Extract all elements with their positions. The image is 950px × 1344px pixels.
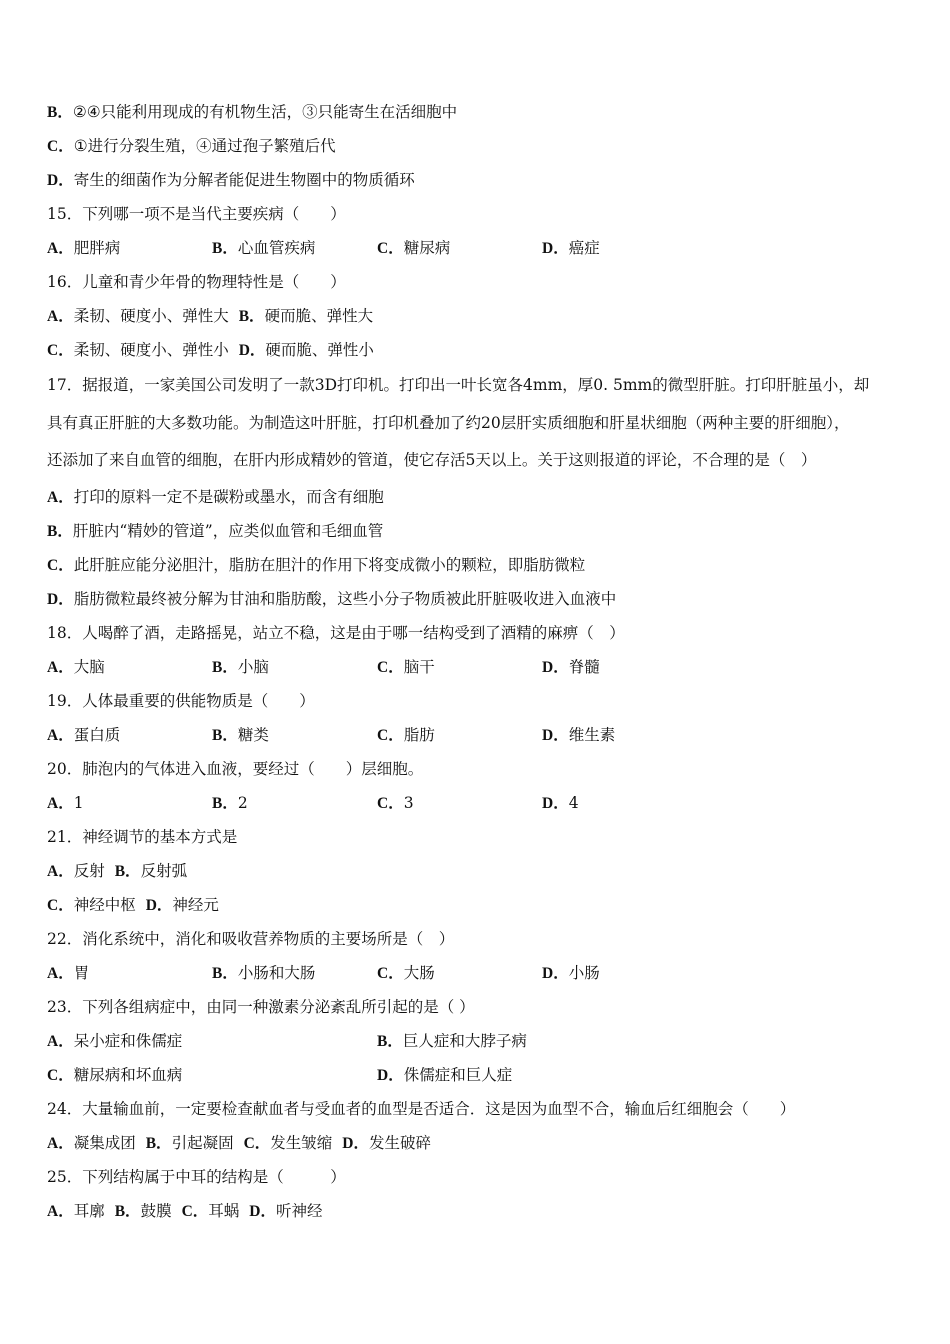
answer-option: [212, 956, 377, 990]
option-label: D．: [47, 172, 74, 189]
answer-option: [377, 718, 542, 752]
option-label: D．: [342, 1134, 369, 1152]
option-text: 糖类: [237, 725, 269, 744]
option-label: B．: [145, 1134, 172, 1152]
option-label: B．: [212, 240, 238, 257]
option-label: A．: [47, 1202, 74, 1220]
option-text: 耳廓: [73, 1201, 105, 1220]
question-text: 24．大量输血前，一定要检查献血者与受血者的血型是否适合．这是因为血型不合，输血后红细胞会（ ）: [47, 1099, 796, 1118]
option-label: A．: [47, 964, 74, 982]
answer-options: [47, 129, 917, 163]
option-label: B．: [47, 522, 73, 540]
option-text: 巨人症和大脖子病: [402, 1031, 527, 1050]
option-label: C．: [47, 556, 74, 574]
answer-options: [47, 480, 917, 514]
option-text: 2: [237, 793, 248, 812]
option-label: B．: [377, 1032, 403, 1050]
answer-options: [47, 786, 917, 820]
answer-options: [47, 718, 917, 752]
option-text: 引起凝固: [171, 1133, 234, 1152]
question-text: 18．人喝醉了酒，走路摇晃，站立不稳，这是由于哪一结构受到了酒精的麻痹（ ）: [47, 623, 625, 642]
option-text: 耳蜗: [208, 1201, 240, 1220]
option-text: 蛋白质: [73, 725, 121, 744]
question-text: 15．下列哪一项不是当代主要疾病（ ）: [47, 205, 346, 223]
option-text: 4: [568, 793, 579, 812]
answer-options: [47, 163, 917, 197]
option-label: A．: [47, 658, 74, 676]
option-text: 硬而脆、弹性小: [265, 341, 374, 359]
answer-option: [47, 650, 212, 684]
option-text: 小脑: [237, 657, 269, 676]
option-text: 反射弧: [140, 861, 188, 880]
answer-options: [47, 231, 917, 265]
option-label: C．: [47, 896, 74, 914]
option-label: B．: [114, 862, 141, 880]
question-text: 16．儿童和青少年骨的物理特性是（ ）: [47, 273, 346, 291]
option-label: B．: [47, 104, 73, 121]
answer-option: [47, 854, 105, 888]
option-text: 脊髓: [568, 657, 600, 676]
option-text: 胃: [73, 963, 90, 982]
answer-option: [47, 129, 336, 163]
question-text: 20．肺泡内的气体进入血液，要经过（ ）层细胞。: [47, 759, 424, 778]
answer-option: [244, 1126, 333, 1160]
option-text: 呆小症和侏儒症: [73, 1031, 183, 1050]
question-text: 21．神经调节的基本方式是: [47, 827, 238, 846]
option-label: C．: [377, 794, 404, 812]
answer-options: [47, 582, 917, 616]
answer-option: [115, 1194, 172, 1228]
answer-option: [47, 548, 585, 582]
answer-option: [542, 786, 707, 820]
option-label: B．: [212, 658, 238, 676]
option-text: 发生破碎: [369, 1133, 432, 1152]
answer-option: [47, 333, 229, 367]
option-text: 肥胖病: [73, 239, 121, 257]
answer-option: [239, 299, 373, 333]
option-label: A．: [47, 1134, 74, 1152]
answer-option: [47, 786, 212, 820]
option-text: 柔韧、硬度小、弹性小: [73, 341, 229, 359]
option-label: C．: [181, 1202, 209, 1220]
option-label: C．: [47, 138, 74, 155]
answer-options: [47, 650, 917, 684]
answer-option: [212, 718, 377, 752]
option-label: D．: [377, 1066, 404, 1084]
option-text: 神经元: [172, 895, 219, 914]
option-text: 大脑: [73, 657, 105, 676]
option-text: 听神经: [276, 1201, 323, 1220]
option-label: D．: [145, 896, 173, 914]
option-text: ①进行分裂生殖，④通过孢子繁殖后代: [73, 137, 336, 155]
answer-options: [47, 1058, 917, 1092]
answer-options: [47, 514, 917, 548]
option-label: C．: [47, 342, 74, 359]
question-text: 还添加了来自血管的细胞，在肝内形成精妙的管道，使它存活5天以上。关于这则报道的评论，不合理的是（ ）: [47, 451, 817, 469]
option-text: 大肠: [403, 963, 435, 982]
answer-option: [212, 650, 377, 684]
option-label: A．: [47, 488, 74, 506]
question-text: 19．人体最重要的供能物质是（ ）: [47, 691, 315, 710]
answer-option: [47, 1058, 377, 1092]
option-label: D．: [47, 590, 74, 608]
answer-option: [377, 786, 542, 820]
answer-options: [47, 888, 917, 922]
option-text: 3: [403, 793, 414, 812]
answer-option: [542, 718, 707, 752]
answer-option: [146, 888, 219, 922]
answer-option: [47, 514, 383, 548]
option-label: B．: [114, 1202, 141, 1220]
answer-options: [47, 956, 917, 990]
answer-option: [182, 1194, 240, 1228]
answer-option: [47, 163, 415, 197]
option-text: 鼓膜: [140, 1201, 172, 1220]
answer-option: [542, 231, 707, 265]
option-text: 脂肪微粒最终被分解为甘油和脂肪酸，这些小分子物质被此肝脏吸收进入血液中: [73, 589, 617, 608]
answer-option: [542, 956, 707, 990]
option-label: D．: [238, 342, 266, 359]
option-text: 糖尿病: [403, 239, 451, 257]
answer-options: [47, 299, 917, 333]
option-text: 柔韧、硬度小、弹性大: [73, 307, 229, 325]
question-text: 具有真正肝脏的大多数功能。为制造这叶肝脏，打印机叠加了约20层肝实质细胞和肝星状细胞（两种主要的肝细胞），: [47, 413, 850, 432]
option-text: 此肝脏应能分泌胆汁，脂肪在胆汁的作用下将变成微小的颗粒，即脂肪微粒: [73, 555, 586, 574]
option-text: 小肠: [568, 963, 600, 982]
answer-option: [47, 1024, 377, 1058]
answer-options: [47, 1194, 917, 1228]
option-text: 肝脏内“精妙的管道”，应类似血管和毛细血管: [72, 521, 384, 540]
answer-options: [47, 1126, 917, 1160]
option-label: D．: [542, 964, 569, 982]
option-text: 神经中枢: [73, 895, 136, 914]
option-label: A．: [47, 794, 74, 812]
option-label: D．: [542, 240, 569, 257]
option-text: 维生素: [568, 725, 616, 744]
answer-option: [47, 888, 136, 922]
answer-option: [47, 718, 212, 752]
answer-option: [146, 1126, 234, 1160]
option-label: C．: [377, 658, 404, 676]
option-text: ②④只能利用现成的有机物生活，③只能寄生在活细胞中: [72, 103, 458, 121]
option-label: D．: [542, 726, 569, 744]
option-label: A．: [47, 1032, 74, 1050]
question-text: 22．消化系统中，消化和吸收营养物质的主要场所是（ ）: [47, 929, 455, 948]
answer-options: [47, 333, 917, 367]
option-text: 发生皱缩: [270, 1133, 333, 1152]
answer-option: [47, 299, 229, 333]
answer-option: [249, 1194, 322, 1228]
question-text: 23．下列各组病症中，由同一种激素分泌紊乱所引起的是（ ）: [47, 997, 475, 1016]
answer-options: [47, 548, 917, 582]
option-label: A．: [47, 308, 74, 325]
answer-option: [47, 95, 457, 129]
answer-option: [47, 1194, 105, 1228]
option-text: 1: [73, 793, 84, 812]
option-text: 小肠和大肠: [237, 963, 316, 982]
answer-option: [239, 333, 374, 367]
option-label: C．: [377, 964, 404, 982]
answer-option: [47, 582, 616, 616]
option-label: B．: [238, 308, 265, 325]
option-text: 打印的原料一定不是碳粉或墨水，而含有细胞: [73, 487, 384, 506]
option-text: 凝集成团: [73, 1133, 136, 1152]
option-label: C．: [47, 1066, 74, 1084]
answer-option: [342, 1126, 431, 1160]
answer-options: [47, 1024, 917, 1058]
answer-option: [47, 956, 212, 990]
option-text: 侏儒症和巨人症: [403, 1065, 513, 1084]
option-text: 癌症: [568, 239, 600, 257]
option-label: B．: [212, 794, 238, 812]
answer-option: [47, 1126, 136, 1160]
answer-option: [47, 231, 212, 265]
answer-option: [377, 1024, 707, 1058]
option-text: 硬而脆、弹性大: [264, 307, 374, 325]
answer-option: [47, 480, 384, 514]
answer-option: [377, 231, 542, 265]
option-label: A．: [47, 240, 74, 257]
question-text: 17．据报道，一家美国公司发明了一款3D打印机。打印出一叶长宽各4mm，厚0. 5mm的微型肝脏。打印肝脏虽小，却: [47, 376, 870, 394]
answer-options: [47, 95, 917, 129]
answer-option: [377, 650, 542, 684]
option-text: 心血管疾病: [237, 239, 316, 257]
answer-option: [212, 231, 377, 265]
exam-document: [47, 95, 917, 1228]
option-label: C．: [243, 1134, 271, 1152]
option-label: D．: [249, 1202, 276, 1220]
answer-option: [377, 956, 542, 990]
option-label: C．: [377, 726, 404, 744]
answer-option: [115, 854, 187, 888]
option-label: A．: [47, 862, 74, 880]
answer-option: [542, 650, 707, 684]
option-text: 寄生的细菌作为分解者能促进生物圈中的物质循环: [73, 171, 415, 189]
option-text: 脂肪: [403, 725, 435, 744]
answer-options: [47, 854, 917, 888]
option-label: C．: [377, 240, 404, 257]
question-text: 25．下列结构属于中耳的结构是（ ）: [47, 1167, 346, 1186]
option-text: 反射: [73, 861, 105, 880]
option-label: D．: [542, 794, 569, 812]
option-label: B．: [212, 726, 238, 744]
option-text: 糖尿病和坏血病: [73, 1065, 183, 1084]
answer-option: [377, 1058, 707, 1092]
option-label: A．: [47, 726, 74, 744]
option-label: B．: [212, 964, 238, 982]
option-text: 脑干: [403, 657, 435, 676]
answer-option: [212, 786, 377, 820]
option-label: D．: [542, 658, 569, 676]
